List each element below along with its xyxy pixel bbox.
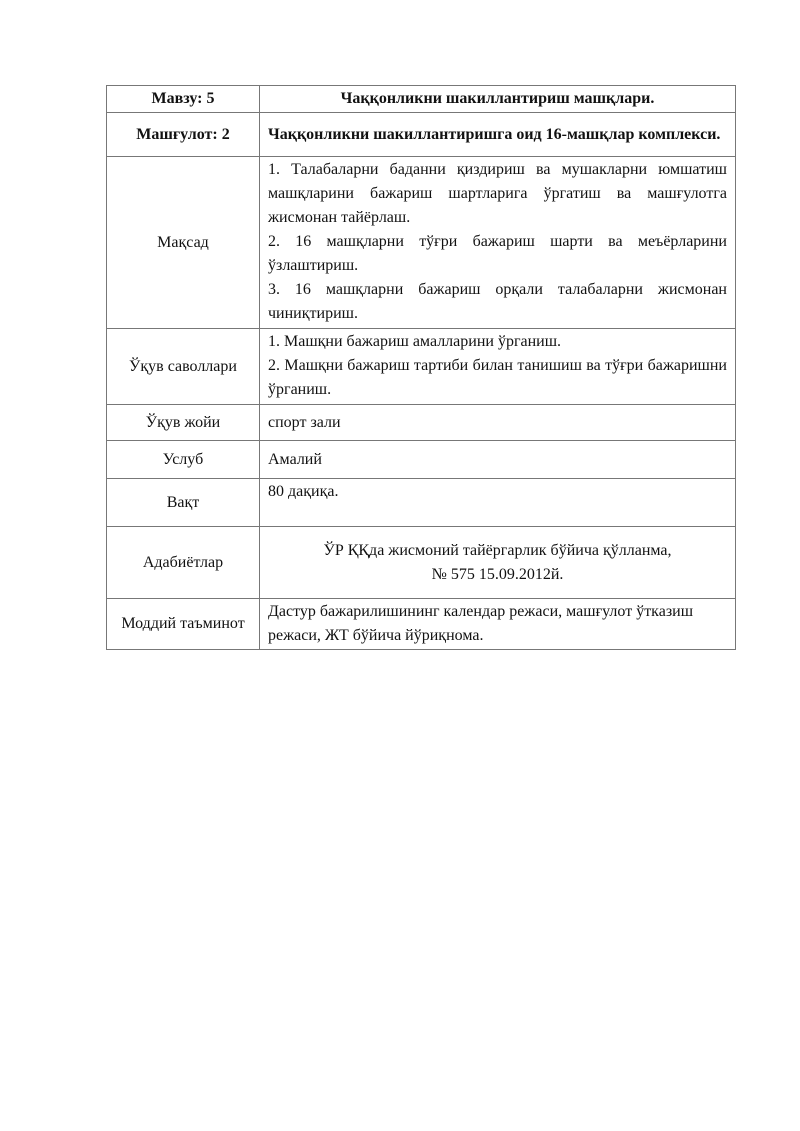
goal-item: 1. Талабаларни баданни қиздириш ва мушакларни юмшатиш машқларини бажариш шартларига ўргатиш ва машғулотга жисмонан тайёрлаш. <box>268 161 727 226</box>
literature-line: ЎР ҚҚда жисмоний тайёргарлик бўйича қўлланма, <box>323 541 672 559</box>
place-label: Ўқув жойи <box>107 405 260 441</box>
goal-item: 3. 16 машқларни бажариш орқали талабаларни жисмонан чиниқтириш. <box>268 281 727 322</box>
row-lesson <box>107 113 736 157</box>
row-goal <box>107 157 736 329</box>
row-method <box>107 441 736 479</box>
question-item: 2. Машқни бажариш тартиби билан танишиш ва тўғри бажаришни ўрганиш. <box>268 357 727 398</box>
material-value: Дастур бажарилишининг календар режаси, машғулот ўтказиш режаси, ЖТ бўйича йўриқнома. <box>260 599 736 650</box>
literature-line: № 575 15.09.2012й. <box>431 565 564 583</box>
time-value: 80 дақиқа. <box>260 479 736 527</box>
time-label: Вақт <box>107 479 260 527</box>
literature-value <box>260 527 736 599</box>
place-value: спорт зали <box>260 405 736 441</box>
row-topic <box>107 86 736 113</box>
question-item: 1. Машқни бажариш амалларини ўрганиш. <box>268 333 562 350</box>
material-label: Моддий таъминот <box>107 599 260 650</box>
row-material <box>107 599 736 650</box>
questions-label: Ўқув саволлари <box>107 329 260 405</box>
lesson-label: Машғулот: 2 <box>107 113 260 157</box>
goal-value <box>260 157 736 329</box>
questions-value <box>260 329 736 405</box>
row-questions <box>107 329 736 405</box>
row-literature <box>107 527 736 599</box>
lesson-plan-table <box>106 85 736 650</box>
lesson-value: Чаққонликни шакиллантиришга оид 16-машқлар комплекси. <box>260 113 736 157</box>
literature-label: Адабиётлар <box>107 527 260 599</box>
row-time <box>107 479 736 527</box>
method-label: Услуб <box>107 441 260 479</box>
method-value: Амалий <box>260 441 736 479</box>
goal-label: Мақсад <box>107 157 260 329</box>
goal-item: 2. 16 машқларни тўғри бажариш шарти ва меъёрларини ўзлаштириш. <box>268 233 727 274</box>
row-place <box>107 405 736 441</box>
topic-value: Чаққонликни шакиллантириш машқлари. <box>260 86 736 113</box>
topic-label: Мавзу: 5 <box>107 86 260 113</box>
